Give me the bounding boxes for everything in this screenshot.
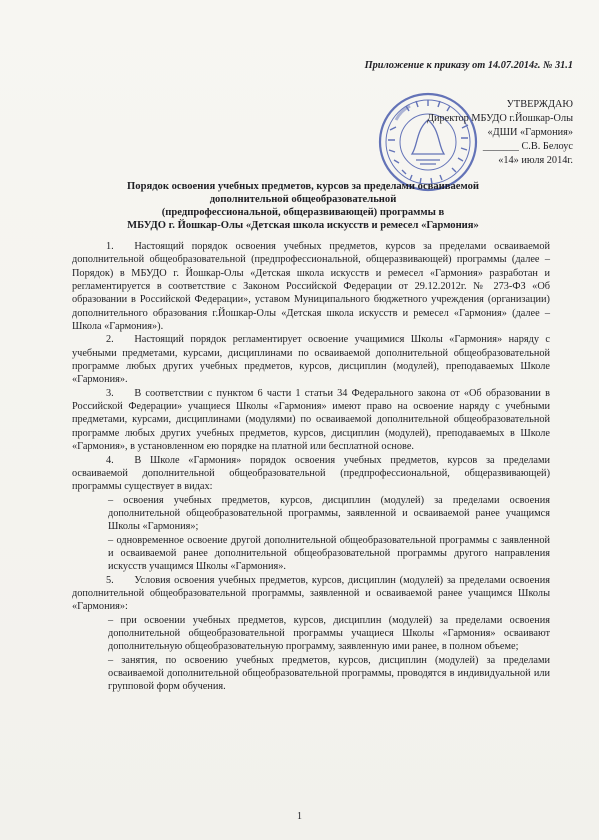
paragraph-3: 3. В соответствии с пунктом 6 части 1 статьи 34 Федерального закона от «Об образовании в Российской Федерации» учащиеся Школы «Гармония» имеют право на освоение наряду с учебными предметами, курсами, дисциплинами (модулями) по осваиваемой дополнительной общеобразовательной программе любых других учебных предметов, курсов, дисциплин (модулей), преподаваемых в Школе «Гармония», в установленном ею порядке на платной или бесплатной основе. [72, 387, 550, 453]
approval-date: «14» июля 2014г. [498, 155, 573, 166]
approval-school: «ДШИ «Гармония» [487, 127, 573, 138]
page-number: 1 [297, 811, 302, 822]
approval-block [427, 98, 573, 168]
title-line: Порядок освоения учебных предметов, курсов за пределами осваиваемой [127, 181, 479, 192]
approval-heading: УТВЕРЖДАЮ [506, 99, 573, 110]
title-line: МБУДО г. Йошкар-Олы «Детская школа искусств и ремесел «Гармония» [127, 220, 479, 231]
title-line: дополнительной общеобразовательной [209, 194, 397, 205]
annex-note: Приложение к приказу от 14.07.2014г. № 31.1 [364, 60, 573, 71]
document-title [108, 180, 498, 232]
title-line: (предпрофессиональной, общеразвивающей) программы в [161, 207, 445, 218]
document-body [72, 240, 550, 694]
approval-signature: _______ С.В. Белоус [482, 141, 573, 152]
paragraph-4: 4. В Школе «Гармония» порядок освоения учебных предметов, курсов за пределами осваиваемой дополнительной общеобразовательной (предпрофессиональной, общеразвивающей) программы существует в видах: [72, 454, 550, 493]
paragraph-5-item: – при освоении учебных предметов, курсов, дисциплин (модулей) за пределами освоения дополнительной общеобразовательной программы учащиеся Школы «Гармония» осваивают дополнительную общеобразовательную программу, заявленную ими ранее, в полном объеме; [108, 614, 550, 653]
paragraph-2: 2. Настоящий порядок регламентирует освоение учащимися Школы «Гармония» наряду с учебными предметами, курсами, дисциплинами по осваиваемой дополнительной общеобразовательной программе любых других учебных предметов, курсов, дисциплин (модулей), преподаваемых Школе «Гармония». [72, 334, 550, 386]
approval-position: Директор МБУДО г.Йошкар-Олы [427, 113, 573, 124]
paragraph-5-item: – занятия, по освоению учебных предметов, курсов, дисциплин (модулей) за пределами осваиваемой дополнительной общеобразовательной программы, проводятся в индивидуальной или групповой форм обучения. [108, 654, 550, 693]
paragraph-1: 1. Настоящий порядок освоения учебных предметов, курсов за пределами осваиваемой дополнительной общеобразовательной (предпрофессиональной, общеразвивающей) программы (далее – Порядок) в МБУДО г. Йошкар-Олы «Детская школа искусств и ремесел «Гармония» разработан и регламентируется в соответствие с Законом Российской Федерации от 29.12.2012г. № 273-ФЗ «Об образовании в Российской Федерации», уставом Муниципального бюджетного учреждения (организации) дополнительного образования г.Йошкар-Олы «Детская школа искусств и ремесел «Гармония» (далее – Школа «Гармония»). [72, 241, 550, 333]
paragraph-4-item: – одновременное освоение другой дополнительной общеобразовательной программы с заявленной и осваиваемой ранее дополнительной общеобразовательной программы другого направления искусств учащимся Школы «Гармония». [108, 534, 550, 573]
paragraph-4-item: – освоения учебных предметов, курсов, дисциплин (модулей) за пределами освоения дополнительной общеобразовательной программы, заявленной и осваиваемой ранее учащимся Школы «Гармония»; [108, 494, 550, 533]
paragraph-5: 5. Условия освоения учебных предметов, курсов, дисциплин (модулей) за пределами освоения дополнительной общеобразовательной программы, заявленной и осваиваемой ранее учащимся Школы «Гармония»: [72, 574, 550, 613]
